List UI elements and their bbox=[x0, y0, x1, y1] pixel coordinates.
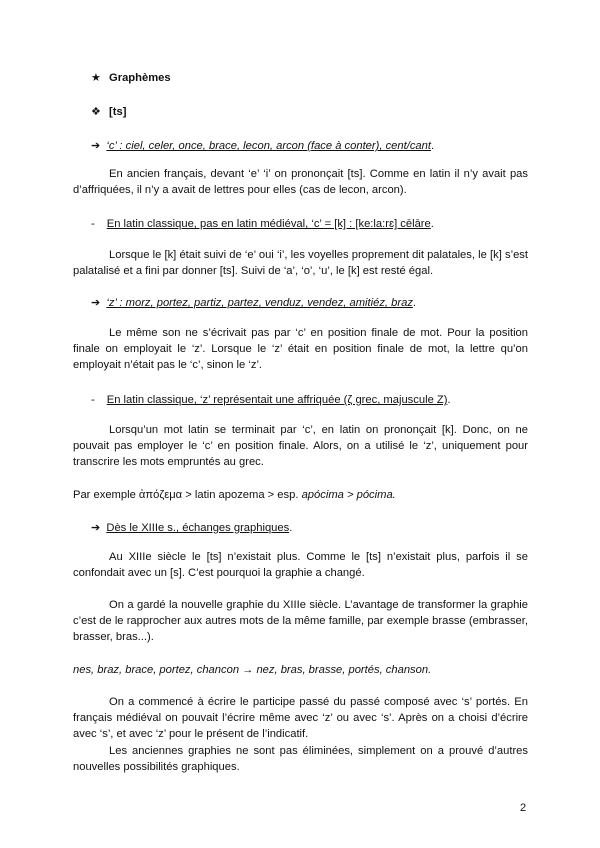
item-z-latin: - En latin classique, ‘z’ représentait une affriquée (ζ grec, majuscule Ζ). bbox=[91, 394, 451, 406]
item-z-examples: ➔ ‘z’ : morz, portez, partiz, partez, venduz, vendez, amitiéz, braz. bbox=[91, 297, 417, 309]
example-prefix: Par exemple ἀπόζεμα > latin apozema > esp. bbox=[73, 489, 299, 501]
arrow-icon: ➔ bbox=[91, 297, 101, 309]
dash-icon: - bbox=[91, 218, 95, 230]
arrow-icon: ➔ bbox=[91, 140, 101, 152]
paragraph-9: Les anciennes graphies ne sont pas éliminées, simplement on a prouvé d’autres nouvelles possibilités graphiques. bbox=[73, 745, 528, 773]
diamond-bullet-icon: ❖ bbox=[91, 106, 102, 118]
item-z-examples-text: ‘z’ : morz, portez, partiz, partez, venduz, vendez, amitiéz, braz bbox=[106, 297, 413, 309]
item-c-examples-text: ‘c’ : ciel, celer, once, brace, lecon, arcon (face à conter), cent/cant bbox=[106, 140, 431, 152]
example-italic: apócima > pócima. bbox=[301, 489, 396, 501]
paragraph-7: nes, braz, brace, portez, chancon → nez, bras, brasse, portés, chanson. bbox=[73, 664, 432, 676]
star-icon: ★ bbox=[91, 72, 102, 84]
page-number: 2 bbox=[520, 802, 527, 814]
item-c-latin: - En latin classique, pas en latin médiéval, ‘c’ = [k] : [ke:la:rɛ] cēlāre. bbox=[91, 218, 434, 230]
paragraph-4: Lorsqu’un mot latin se terminait par ‘c’, en latin on prononçait [k]. Donc, on ne pouvait pas employer le ‘c’ en position finale. Alors, on a utilisé le ‘z’, uniquement pour transcrire les mots empruntés au grec. bbox=[73, 424, 528, 468]
paragraph-3: Le même son ne s’écrivait pas par ‘c’ en position finale de mot. Pour la position finale on employait le ‘z’. Lorsque le ‘z’ était en position finale de mot, la lettre qu’on employait n’était pas le ‘c’, sinon le ‘z’. bbox=[73, 327, 528, 371]
item-c-examples: ➔ ‘c’ : ciel, celer, once, brace, lecon, arcon (face à conter), cent/cant. bbox=[91, 140, 435, 152]
paragraph-1: En ancien français, devant ‘e’ ‘i’ on prononçait [ts]. Comme en latin il n’y avait pas d’affriquées, il n’y a avait de lettres pour elles (cas de lecon, arcon). bbox=[73, 168, 528, 196]
item-c-latin-text: En latin classique, pas en latin médiéval, ‘c’ = [k] : [ke:la:rɛ] cēlāre bbox=[106, 218, 431, 230]
heading-ts bbox=[91, 104, 126, 120]
arrow-icon: ➔ bbox=[91, 522, 101, 534]
paragraph-2: Lorsque le [k] était suivi de ‘e’ oui ‘i’, les voyelles proprement dit palatales, le [k] s’est palatalisé et a fini par donner [ts]. Suivi de ‘a’, ‘o’, ‘u’, le [k] est resté égal. bbox=[73, 249, 528, 277]
dash-icon: - bbox=[91, 394, 95, 406]
item-xiii-text: Dès le XIIIe s., échanges graphiques bbox=[106, 522, 290, 534]
paragraph-8: On a commencé à écrire le participe passé du passé composé avec ‘s’ portés. En français médiéval on pouvait l’écrire même avec ‘z’ ou avec ‘s’. Après on a choisi d’écrire avec ‘s’, et avec ‘z’ pour le présent de l’indicatif. bbox=[73, 696, 528, 740]
heading-ts-text: [ts] bbox=[109, 106, 127, 118]
paragraph-5: Au XIIIe siècle le [ts] n’existait plus. Comme le [ts] n’existait plus, parfois il se confondait avec un [s]. C’est pourquoi la graphie a changé. bbox=[73, 551, 528, 579]
heading-graphemes-text: Graphèmes bbox=[109, 72, 171, 84]
item-xiii: ➔ Dès le XIIIe s., échanges graphiques. bbox=[91, 522, 293, 534]
paragraph-6: On a gardé la nouvelle graphie du XIIIe siècle. L’avantage de transformer la graphie c’est de le rapprocher aux autres mots de la même famille, par exemple brasse (embrasser, brasser, bras...). bbox=[73, 599, 528, 643]
item-z-latin-text: En latin classique, ‘z’ représentait une affriquée (ζ grec, majuscule Ζ) bbox=[106, 394, 448, 406]
example-line bbox=[73, 487, 396, 503]
heading-graphemes bbox=[91, 70, 171, 86]
